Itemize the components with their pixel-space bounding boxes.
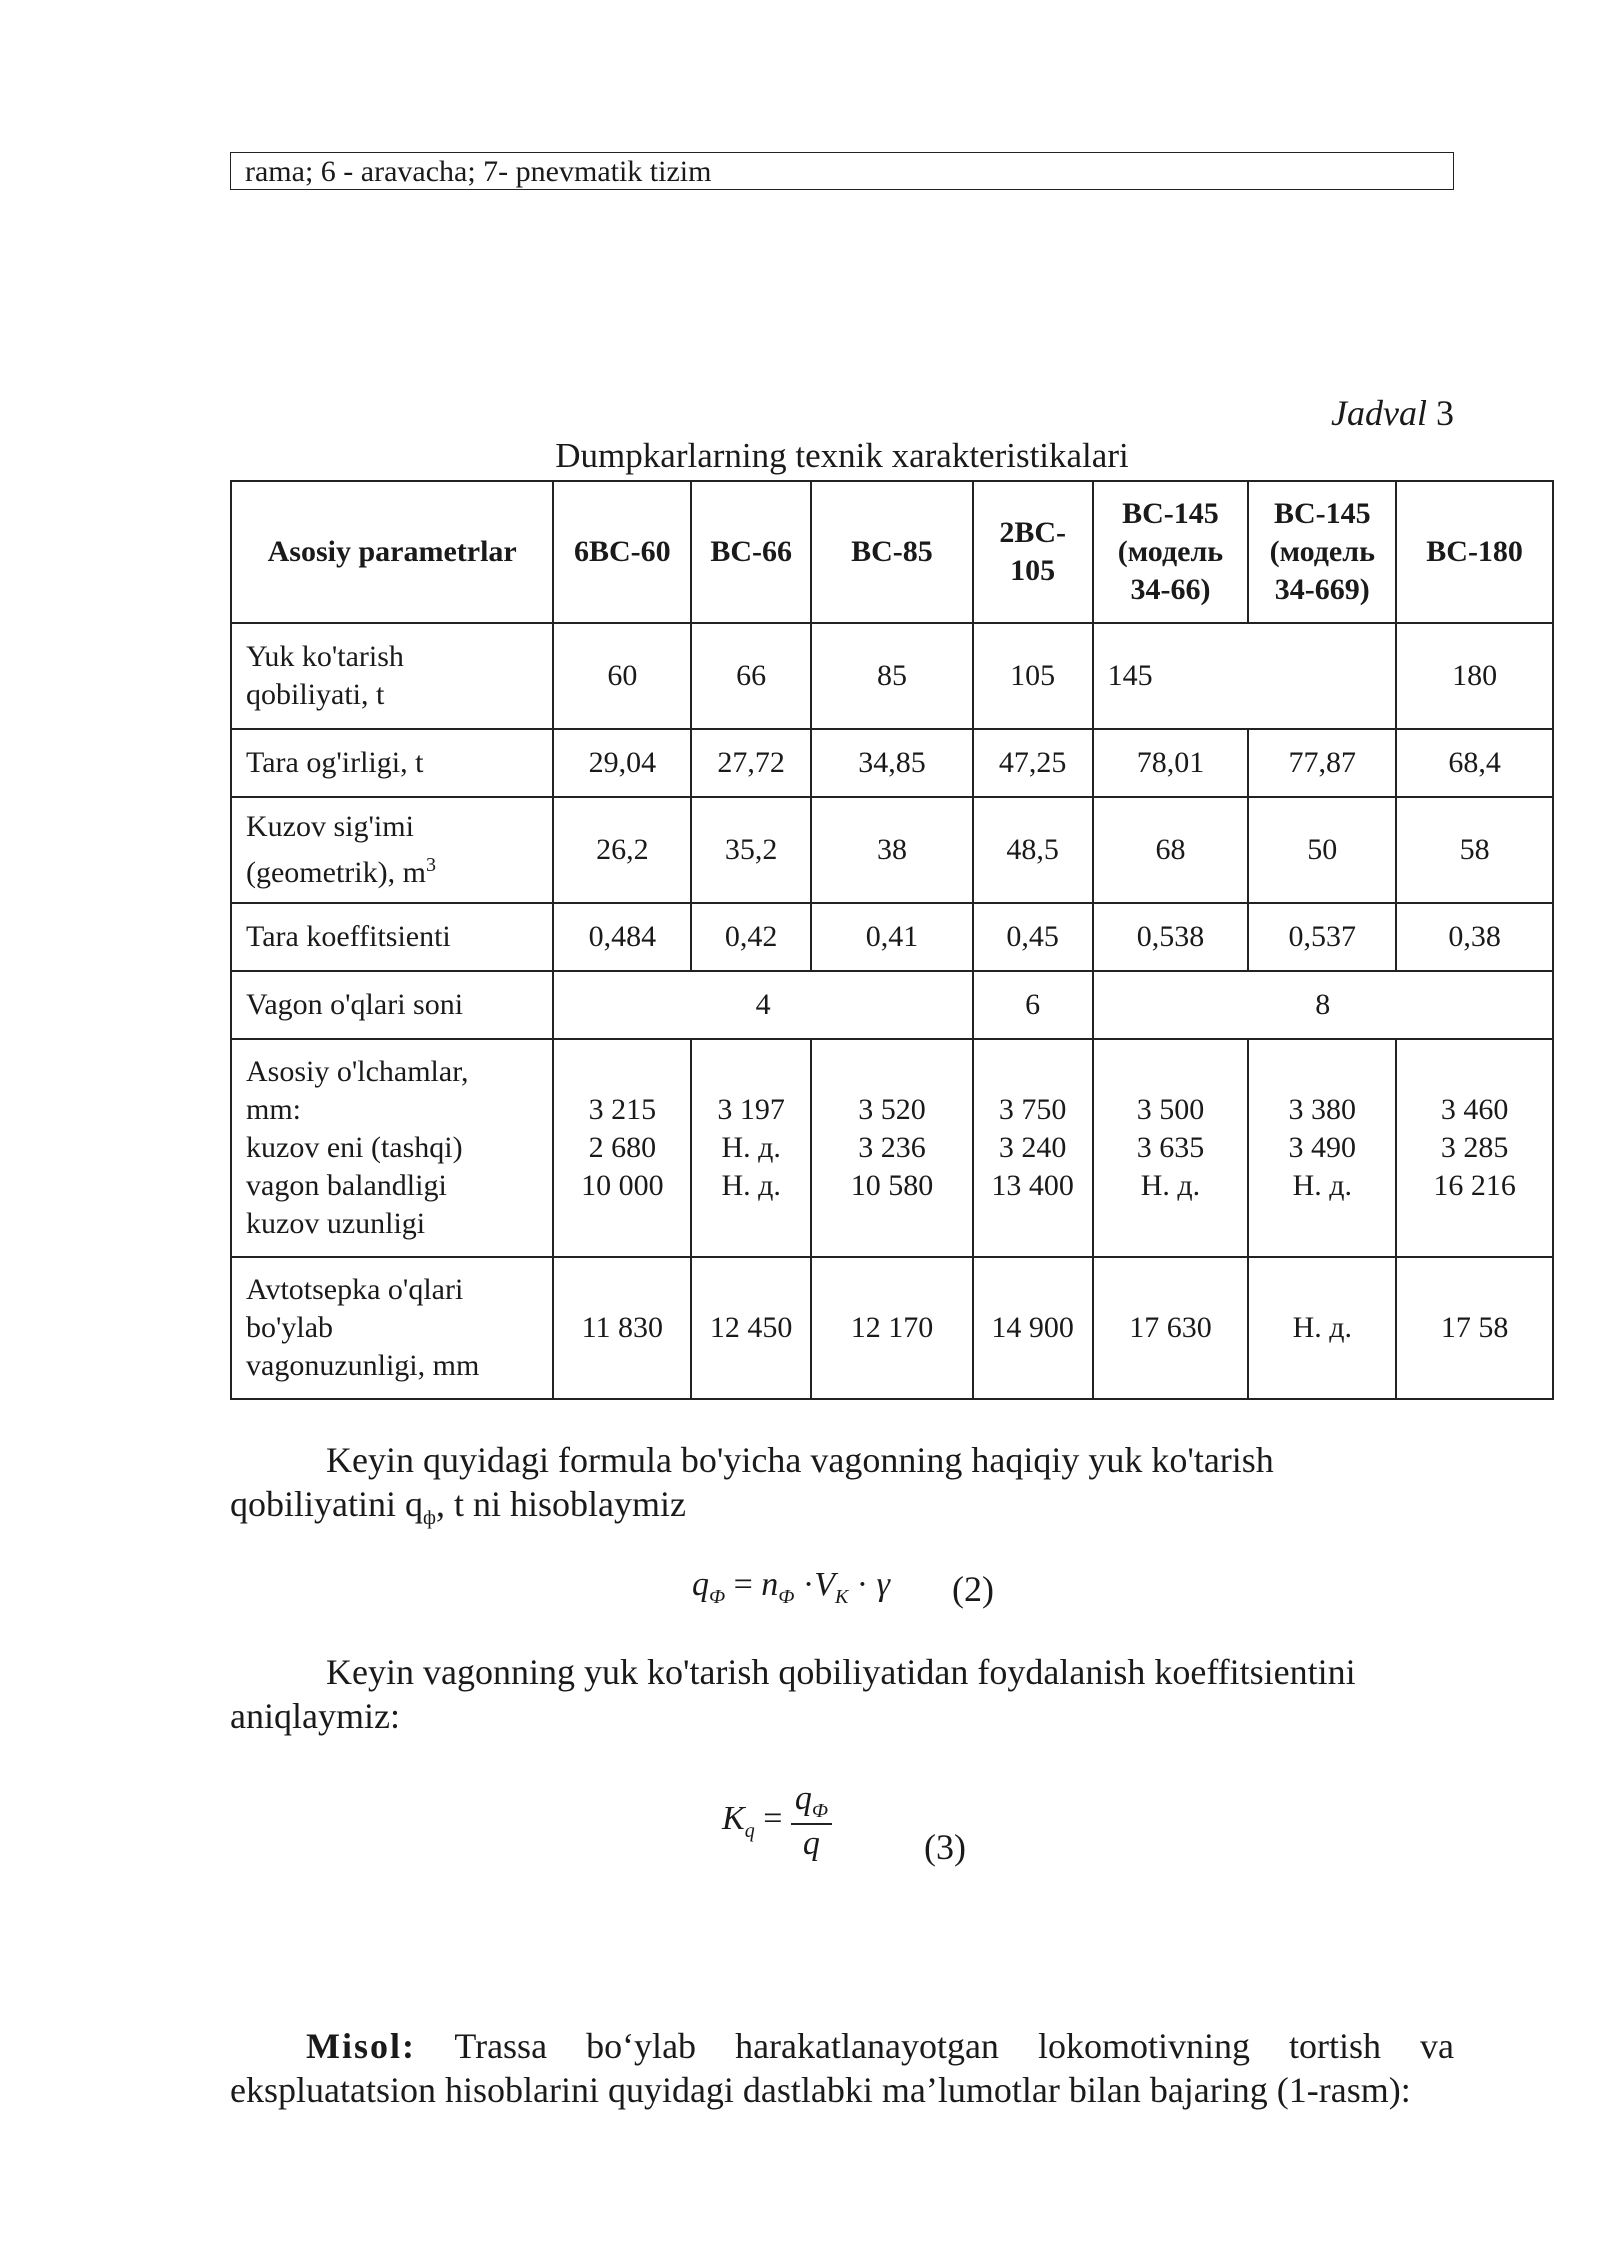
table-cell: 14 900	[973, 1257, 1093, 1399]
caption-line: rama; 6 - aravacha; 7- pnevmatik tizim	[230, 152, 1454, 190]
unit-superscript: 3	[425, 854, 436, 876]
row-label: Tara koeffitsienti	[231, 903, 553, 971]
formula-operator: =	[754, 1800, 791, 1838]
table-label-number: 3	[1436, 393, 1454, 433]
table-cell: 60	[553, 623, 691, 729]
table-cell: 6	[973, 971, 1093, 1039]
table-cell: 3 215 2 680 10 000	[553, 1039, 691, 1257]
example-paragraph	[230, 2024, 1454, 2112]
table-cell: 0,484	[553, 903, 691, 971]
formula-symbol: V	[814, 1566, 835, 1603]
spec-table	[230, 480, 1554, 1400]
table-cell: 8	[1093, 971, 1553, 1039]
table-cell: 85	[811, 623, 973, 729]
table-cell: 145	[1093, 623, 1397, 729]
row-label	[231, 797, 553, 903]
formula-subscript: Ф	[811, 1799, 828, 1822]
table-cell: 0,42	[691, 903, 811, 971]
table-cell: Н. д.	[1248, 1257, 1396, 1399]
table-label-word: Jadval	[1331, 393, 1427, 433]
table-cell: 12 170	[811, 1257, 973, 1399]
text-run: , t ni hisoblaymiz	[435, 1484, 686, 1524]
fraction-denominator: q	[802, 1824, 820, 1862]
header-col: ВС-145 (модель 34-669)	[1248, 481, 1396, 623]
table-cell: 35,2	[691, 797, 811, 903]
table-cell: 48,5	[973, 797, 1093, 903]
table-cell: 47,25	[973, 729, 1093, 797]
formula-subscript: Ф	[709, 1585, 726, 1608]
row-label: Yuk ko'tarish qobiliyati, t	[231, 623, 553, 729]
formula-fraction	[791, 1780, 832, 1863]
table-cell: 58	[1396, 797, 1553, 903]
paragraph-1-line-1: Keyin quyidagi formula bo'yicha vagonning haqiqiy yuk ko'tarish	[326, 1440, 1274, 1480]
subscript: ф	[423, 1507, 436, 1530]
table-cell: 0,41	[811, 903, 973, 971]
table-cell: 78,01	[1093, 729, 1249, 797]
formula-subscript: К	[834, 1585, 849, 1608]
header-col: ВС-85	[811, 481, 973, 623]
table-row	[231, 623, 1553, 729]
formula-operator: =	[725, 1566, 762, 1603]
header-col: ВС-180	[1396, 481, 1553, 623]
table-cell: 29,04	[553, 729, 691, 797]
text-run: Trassa bo‘ylab harakatlanayotgan lokomotivning tortish va	[454, 2026, 1454, 2066]
table-cell: 77,87	[1248, 729, 1396, 797]
formula-symbol: γ	[876, 1566, 890, 1603]
table-row	[231, 797, 1553, 903]
table-cell: 105	[973, 623, 1093, 729]
table-cell: 3 520 3 236 10 580	[811, 1039, 973, 1257]
header-col: ВС-145 (модель 34-66)	[1093, 481, 1249, 623]
row-label: Vagon o'qlari soni	[231, 971, 553, 1039]
table-cell: 4	[553, 971, 972, 1039]
fraction-numerator	[791, 1780, 832, 1825]
table-cell: 3 460 3 285 16 216	[1396, 1039, 1553, 1257]
table-row	[231, 1257, 1553, 1399]
table-cell: 34,85	[811, 729, 973, 797]
formula-symbol: q	[794, 1780, 812, 1817]
header-row	[231, 481, 1553, 623]
table-cell: 38	[811, 797, 973, 903]
table-cell: 27,72	[691, 729, 811, 797]
table-cell: 17 630	[1093, 1257, 1249, 1399]
example-line-2: ekspluatatsion hisoblarini quyidagi dastlabki ma’lumotlar bilan bajaring (1-rasm):	[230, 2070, 1411, 2110]
table-cell: 3 380 3 490 Н. д.	[1248, 1039, 1396, 1257]
paragraph-1	[230, 1438, 1454, 1540]
formula-symbol: n	[761, 1566, 779, 1603]
table-cell: 50	[1248, 797, 1396, 903]
table-row	[231, 1039, 1553, 1257]
example-line-1	[230, 2024, 1454, 2068]
table-row	[231, 903, 1553, 971]
table-row	[231, 971, 1553, 1039]
table-row	[231, 729, 1553, 797]
table-cell: 0,38	[1396, 903, 1553, 971]
header-col: 6ВС-60	[553, 481, 691, 623]
header-col: 2ВС- 105	[973, 481, 1093, 623]
table-cell: 12 450	[691, 1257, 811, 1399]
formula-subscript: Ф	[778, 1585, 795, 1608]
formula-2	[692, 1566, 890, 1609]
paragraph-1-line-2	[230, 1482, 1454, 1540]
row-label: Avtotsepka o'qlari bo'ylab vagonuzunligi, mm	[231, 1257, 553, 1399]
table-cell: 0,45	[973, 903, 1093, 971]
equation-number-2: (2)	[952, 1569, 994, 1609]
table-cell: 26,2	[553, 797, 691, 903]
formula-subscript: q	[744, 1820, 755, 1842]
paragraph-2	[230, 1650, 1454, 1738]
table-cell: 68	[1093, 797, 1249, 903]
row-label: Asosiy o'lchamlar, mm: kuzov eni (tashqi) vagon balandligi kuzov uzunligi	[231, 1039, 553, 1257]
table-cell: 11 830	[553, 1257, 691, 1399]
header-param: Asosiy parametrlar	[231, 481, 553, 623]
table-cell: 3 197 Н. д. Н. д.	[691, 1039, 811, 1257]
table-cell: 17 58	[1396, 1257, 1553, 1399]
table-cell: 0,538	[1093, 903, 1249, 971]
example-label: Misol:	[306, 2026, 416, 2066]
table-cell: 66	[691, 623, 811, 729]
table-cell: 3 500 3 635 Н. д.	[1093, 1039, 1249, 1257]
table-cell: 0,537	[1248, 903, 1396, 971]
paragraph-2-line-1: Keyin vagonning yuk ko'tarish qobiliyatidan foydalanish koeffitsientini	[326, 1652, 1356, 1692]
formula-symbol: K	[722, 1800, 745, 1838]
paragraph-2-line-2: aniqlaymiz:	[230, 1696, 400, 1736]
row-label-text: Kuzov sig'imi (geometrik), m	[246, 810, 426, 889]
formula-3	[722, 1780, 832, 1863]
table-label	[1331, 392, 1454, 434]
row-label: Tara og'irligi, t	[231, 729, 553, 797]
table-cell: 180	[1396, 623, 1553, 729]
table-cell: 68,4	[1396, 729, 1553, 797]
formula-operator: ·	[794, 1566, 815, 1603]
formula-operator: ·	[848, 1566, 877, 1603]
text-run: qobiliyatini q	[230, 1484, 423, 1524]
table-cell: 3 750 3 240 13 400	[973, 1039, 1093, 1257]
header-col: ВС-66	[691, 481, 811, 623]
formula-symbol: q	[692, 1566, 709, 1603]
table-title: Dumpkarlarning texnik xarakteristikalari	[555, 436, 1129, 475]
equation-number-3: (3)	[924, 1827, 966, 1867]
